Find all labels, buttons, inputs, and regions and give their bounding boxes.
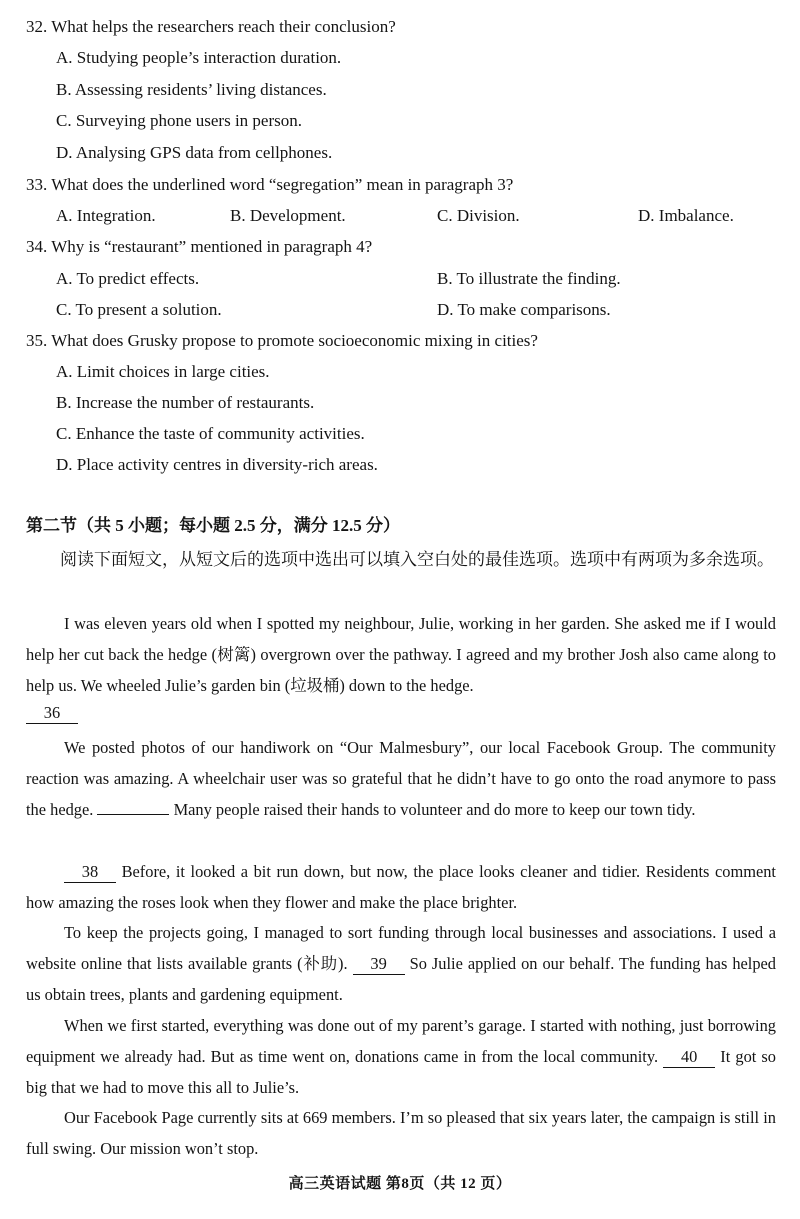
question-32-option-d: D. Analysing GPS data from cellphones. [56, 143, 333, 162]
question-32-stem: 32. What helps the researchers reach their conclusion? [26, 17, 396, 36]
question-33-option-b: B. Development. [230, 206, 346, 225]
paragraph-3-text: Before, it looked a bit run down, but now, the place looks cleaner and tidier. Residents comment how amazing the roses look when they flower and make the place brighter. [26, 862, 776, 912]
question-33-stem: 33. What does the underlined word “segregation” mean in paragraph 3? [26, 175, 514, 194]
paragraph-4-text-after: So Julie applied on our behalf. The funding has helped us obtain trees, plants and gardening equipment. [26, 954, 777, 1004]
question-34-stem: 34. Why is “restaurant” mentioned in paragraph 4? [26, 237, 373, 256]
question-33-option-c: C. Division. [437, 206, 520, 225]
paragraph-2-text-after: Many people raised their hands to volunteer and do more to keep our town tidy. [173, 800, 696, 819]
question-32-option-b: B. Assessing residents’ living distances. [56, 80, 327, 99]
question-33-option-d: D. Imbalance. [638, 206, 734, 225]
blank-36: 36 [26, 703, 78, 724]
question-32-option-a: A. Studying people’s interaction duration. [56, 48, 342, 67]
question-34-option-d: D. To make comparisons. [437, 300, 611, 319]
paragraph-4-text-before: To keep the projects going, I managed to sort funding through local businesses and associations. I used a website online that lists available grants (补助). [26, 923, 776, 973]
question-35-stem: 35. What does Grusky propose to promote socioeconomic mixing in cities? [26, 331, 538, 350]
question-35-option-b: B. Increase the number of restaurants. [56, 393, 315, 412]
question-34-option-a: A. To predict effects. [56, 269, 200, 288]
section-instruction: 阅读下面短文，从短文后的选项中选出可以填入空白处的最佳选项。选项中有两项为多余选项。 [60, 550, 774, 569]
section-heading: 第二节（共 5 小题；每小题 2.5 分，满分 12.5 分） [26, 516, 400, 535]
blank-39: 39 [353, 954, 405, 975]
passage-paragraph-3 [26, 856, 776, 918]
passage-paragraph-4 [26, 917, 776, 1010]
question-35-option-d: D. Place activity centres in diversity-rich areas. [56, 455, 378, 474]
passage-paragraph-1: I was eleven years old when I spotted my neighbour, Julie, working in her garden. She asked me if I would help her cut back the hedge (树篱) overgrown over the pathway. I agreed and my brother Josh also came along to help us. We wheeled Julie’s garden bin (垃圾桶) down to the hedge. [26, 614, 776, 695]
blank-37 [97, 814, 169, 815]
page-footer: 高三英语试题 第8页（共 12 页） [288, 1176, 512, 1192]
question-33-option-a: A. Integration. [56, 206, 156, 225]
passage-paragraph-5 [26, 1010, 776, 1103]
question-34-option-c: C. To present a solution. [56, 300, 222, 319]
blank-38: 38 [64, 862, 116, 883]
passage-paragraph-6: Our Facebook Page currently sits at 669 members. I’m so pleased that six years later, the campaign is still in full swing. Our mission won’t stop. [26, 1108, 776, 1158]
paragraph-5-text-after: It got so big that we had to move this all to Julie’s. [26, 1047, 776, 1097]
paragraph-2-text-before: We posted photos of our handiwork on “Our Malmesbury”, our local Facebook Group. The community reaction was amazing. A wheelchair user was so grateful that he didn’t have to go onto the road anymore to pass the hedge. [26, 738, 776, 819]
question-32-option-c: C. Surveying phone users in person. [56, 111, 303, 130]
blank-36-line [26, 702, 78, 724]
blank-40: 40 [663, 1047, 715, 1068]
question-34-option-b: B. To illustrate the finding. [437, 269, 621, 288]
question-35-option-a: A. Limit choices in large cities. [56, 362, 270, 381]
paragraph-5-text-before: When we first started, everything was done out of my parent’s garage. I started with nothing, just borrowing equipment we already had. But as time went on, donations came in from the local community. [26, 1016, 776, 1066]
question-35-option-c: C. Enhance the taste of community activities. [56, 424, 365, 443]
passage-paragraph-2 [26, 732, 776, 825]
